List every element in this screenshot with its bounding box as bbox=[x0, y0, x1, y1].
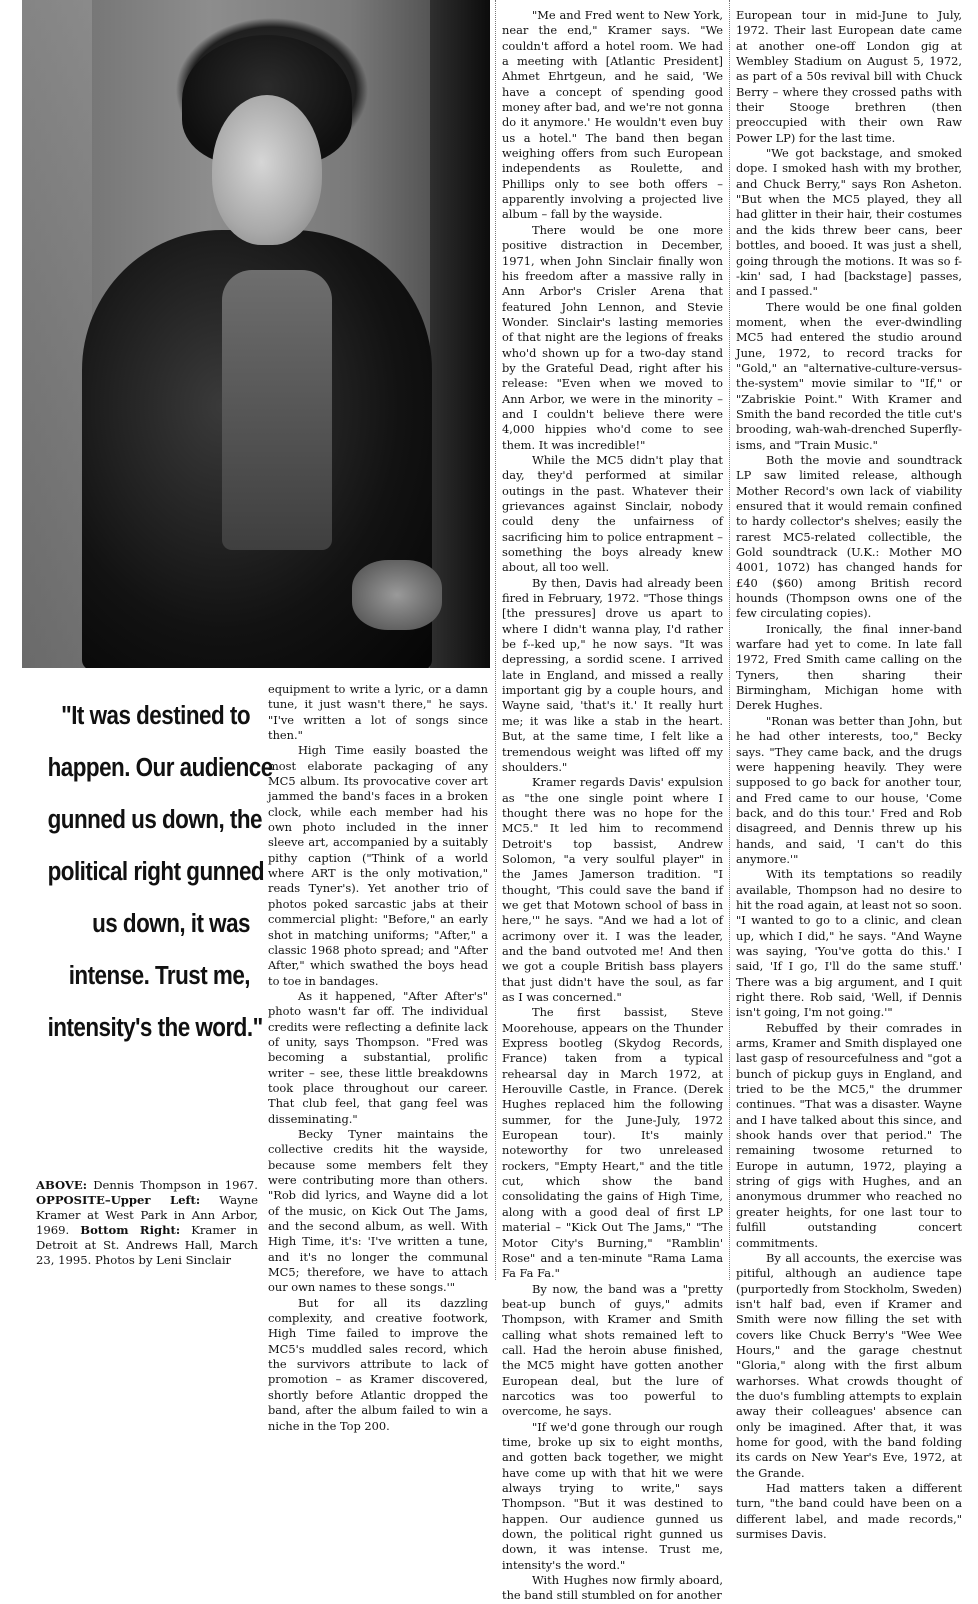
pull-quote-line: happen. Our audience bbox=[47, 754, 273, 782]
paragraph: Both the movie and soundtrack LP saw limited release, although Mother Record's own lack of viability ensured that it would remain confined to hardy collector's shelves; easily the rarest MC5-related collectible, the Gold soundtrack (U.K.: Mother MO 4001, 1072) has changed hands for £40 ($60) among British record hounds (Thompson owns one of the few circulating copies). bbox=[736, 452, 962, 621]
paragraph: Rebuffed by their comrades in arms, Kramer and Smith displayed one last gasp of resourcefulness and "got a bunch of pickup guys in England, and tried to be the MC5," the drummer continues. "That was a disaster. Wayne and I have talked about this since, and shook hands over that period." The remaining twosome returned to Europe in autumn, 1972, playing a string of gigs with Hughes, and an anonymous drummer who reached no greater heights, for one last tour to fulfill outstanding concert commitments. bbox=[736, 1020, 962, 1250]
pull-quote-line: us down, it was bbox=[92, 910, 250, 938]
paragraph: Becky Tyner maintains the collective credits hit the wayside, because some members felt they were contributing more than others. "Rob did lyrics, and Wayne did a lot of the music, on Kick Out The Jams, and the second album, as well. With High Time, it's: 'I've written a tune, and it's no longer the communal MC5; therefore, we have to attach our own names to these songs.'" bbox=[268, 1126, 488, 1295]
article-column-3 bbox=[736, 8, 962, 1542]
caption-text: Kramer in Detroit at St. Andrews Hall, March 23, 1995. Photos by Leni Sinclair bbox=[36, 1223, 258, 1267]
caption-label: Bottom Right: bbox=[80, 1223, 181, 1237]
article-column-1 bbox=[268, 682, 488, 1434]
paragraph: "If we'd gone through our rough time, broke up six to eight months, and gotten back together, we might have come up with that hit we were always trying to write," says Thompson. "But it was destined to happen. Our audience gunned us down, the political right gunned us down, it was intense. Trust me, intensity's the word." bbox=[502, 1419, 723, 1572]
paragraph: Had matters taken a different turn, "the band could have been on a different label, and made records," surmises Davis. bbox=[736, 1481, 962, 1542]
caption-text: Dennis Thompson in 1967. bbox=[87, 1178, 258, 1192]
paragraph: European tour in mid-June to July, 1972. Their last European date came at another one-off London gig at Wembley Stadium on August 5, 1972, as part of a 50s revival bill with Chuck Berry – where they crossed paths with their Stooge brethren (then preoccupied with their own Raw Power LP) for the last time. bbox=[736, 8, 962, 145]
paragraph: Kramer regards Davis' expulsion as "the one single point where I thought there was no hope for the MC5." It led him to recommend Detroit's top bassist, Andrew Solomon, "a very soulful player" in the James Jamerson tradition. "I thought, 'This could save the band if we get that Motown school of bass in here,'" he says. "And we had a lot of acrimony over it. I was the leader, and the band outvoted me! And then we got a couple British bass players that just didn't have the soul, as far as I was concerned." bbox=[502, 775, 723, 1004]
paragraph: With its temptations so readily available, Thompson had no desire to hit the road again, at least not so soon. "I wanted to go to a clinic, and clean up, which I did," he says. "And Wayne was saying, 'You've gotta do this.' I said, 'If I go, I'll do the same stuff.' There was a big argument, and I quit right there. Rob said, 'Well, if Dennis isn't going, I'm not going.'" bbox=[736, 867, 962, 1020]
paragraph: "Me and Fred went to New York, near the end," Kramer says. "We couldn't afford a hotel room. We had a meeting with [Atlantic President] Ahmet Ehrtgeun, and he said, 'We have a concept of spending good money after bad, and we're not gonna do it anymore.' He wouldn't even buy us a hotel." The band then began weighing offers from such European independents as Roulette, and Phillips only to see both offers – apparently involving a projected live album – fall by the wayside. bbox=[502, 8, 723, 222]
dennis-thompson-photo bbox=[22, 0, 490, 668]
paragraph: The first bassist, Steve Moorehouse, appears on the Thunder Express bootleg (Skydog Records, France) taken from a typical rehearsal day in March 1972, at Herouville Castle, in France. (Derek Hughes replaced him the following summer, for the June-July, 1972 European tour). It's mainly noteworthy for two unreleased rockers, "Empty Heart," and the title cut, which show the band consolidating the gains of High Time, along with a good deal of first LP material – "Kick Out The Jams," "The Motor City's Burning," "Ramblin' Rose" and a ten-minute "Rama Lama Fa Fa Fa." bbox=[502, 1005, 723, 1281]
caption-text: Wayne Kramer at West Park in Ann Arbor, 1969. bbox=[36, 1193, 259, 1237]
photo-caption bbox=[36, 1178, 258, 1268]
pull-quote-line: intense. Trust me, bbox=[68, 962, 250, 990]
paragraph: Ironically, the final inner-band warfare had yet to come. In late fall 1972, Fred Smith came calling on the Tyners, then sharing their Birmingham, Michigan home with Derek Hughes. bbox=[736, 621, 962, 713]
paragraph: "We got backstage, and smoked dope. I smoked hash with my brother, and Chuck Berry," says Ron Asheton. "But when the MC5 played, they all had glitter in their hair, their costumes and the kids threw beer cans, beer bottles, and booed. It was just a shell, going through the motions. It was so f--kin' sad, I had [backstage] passes, and I passed." bbox=[736, 146, 962, 299]
pull-quote bbox=[47, 690, 273, 1054]
paragraph: High Time easily boasted the most elaborate packaging of any MC5 album. Its provocative cover art jammed the band's faces in a broken clock, while each member had his own photo included in the inner sleeve art, accompanied by a suitably pithy caption ("Think of a world where ART is the only motivation," reads Tyner's). Yet another trio of photos poked sarcastic jabs at their commercial plight: "Before," an early shot in matching uniforms; "After," a classic 1968 photo spread; and "After After," which swathed the boys head to toe in bandages. bbox=[268, 743, 488, 988]
paragraph: With Hughes now firmly aboard, the band still stumbled on for another bbox=[502, 1573, 723, 1603]
paragraph: By now, the band was a "pretty beat-up bunch of guys," admits Thompson, with Kramer and Smith calling what shots remained left to call. Had the heroin abuse finished, the MC5 might have gotten another European deal, but the lure of narcotics was too powerful to overcome, he says. bbox=[502, 1281, 723, 1419]
paragraph: While the MC5 didn't play that day, they'd performed at similar outings in the past. Whatever their grievances against Sinclair, nobody could deny the unfairness of sacrificing him to police entrapment – something the boys already knew about, all too well. bbox=[502, 452, 723, 575]
paragraph: equipment to write a lyric, or a damn tune, it just wasn't there," he says. "I've written a lot of songs since then." bbox=[268, 682, 488, 743]
paragraph: As it happened, "After After's" photo wasn't far off. The individual credits were reflecting a definite lack of unity, says Thompson. "Fred was becoming a substantial, prolific writer – see, these little breakdowns took place throughout our career. That club feel, that gang feel was disseminating." bbox=[268, 988, 488, 1126]
pull-quote-line: "It was destined to bbox=[61, 702, 250, 730]
paragraph: By all accounts, the exercise was pitiful, although an audience tape (purportedly from Stockholm, Sweden) isn't half bad, even if Kramer and Smith were now filling the set with covers like Chuck Berry's "Wee Wee Hours," and the garage chestnut "Gloria," along with the first album warhorses. What crowds thought of the duo's fumbling attempts to explain away their colleagues' absence can only be imagined. After that, it was home for good, with the band folding its cards on New Year's Eve, 1972, at the Grande. bbox=[736, 1250, 962, 1480]
caption-label: ABOVE: bbox=[36, 1178, 88, 1192]
paragraph: But for all its dazzling complexity, and creative footwork, High Time failed to improve the MC5's muddled sales record, which the survivors attribute to lack of promotion – as Kramer discovered, shortly before Atlantic dropped the band, after the album failed to win a niche in the Top 200. bbox=[268, 1295, 488, 1433]
paragraph: There would be one more positive distraction in December, 1971, when John Sinclair finally won his freedom after a massive rally in Ann Arbor's Crisler Arena that featured John Lennon, and Stevie Wonder. Sinclair's lasting memories of that night are the legions of freaks who'd shown up for a two-day stand by the Grateful Dead, right after his release: "Even when we moved to Ann Arbor, we were in the minority – and I couldn't believe there were 4,000 hippies who'd come to see them. It was incredible!" bbox=[502, 222, 723, 452]
pull-quote-line: political right gunned bbox=[47, 858, 265, 886]
caption-label: OPPOSITE–Upper Left: bbox=[36, 1193, 201, 1207]
paragraph: By then, Davis had already been fired in February, 1972. "Those things [the pressures] drove us apart to where I didn't wanna play, I'd rather be f--ked up," he now says. "It was depressing, a sordid scene. I arrived late in England, and missed a really important gig by a couple hours, and Wayne said, 'that's it.' It really hurt me; it was like a stab in the heart. But, at the same time, I felt like a tremendous weight was lifted off my shoulders." bbox=[502, 575, 723, 774]
pull-quote-line: intensity's the word." bbox=[47, 1014, 263, 1042]
paragraph: There would be one final golden moment, when the ever-dwindling MC5 had entered the studio around June, 1972, to record tracks for "Gold," an "alternative-culture-versus-the-system" movie similar to "If," or "Zabriskie Point." With Kramer and Smith the band recorded the title cut's brooding, wah-wah-drenched Superfly-isms, and "Train Music." bbox=[736, 299, 962, 452]
article-column-2 bbox=[502, 8, 723, 1604]
paragraph: "Ronan was better than John, but he had other interests, too," Becky says. "They came back, and the drugs were happening heavily. They were supposed to go back for another tour, and Fred came to our house, 'Come back, and do this tour.' Fred and Rob disagreed, and Dennis threw up his hands, and said, 'I can't do this anymore.'" bbox=[736, 713, 962, 866]
pull-quote-line: gunned us down, the bbox=[47, 806, 262, 834]
